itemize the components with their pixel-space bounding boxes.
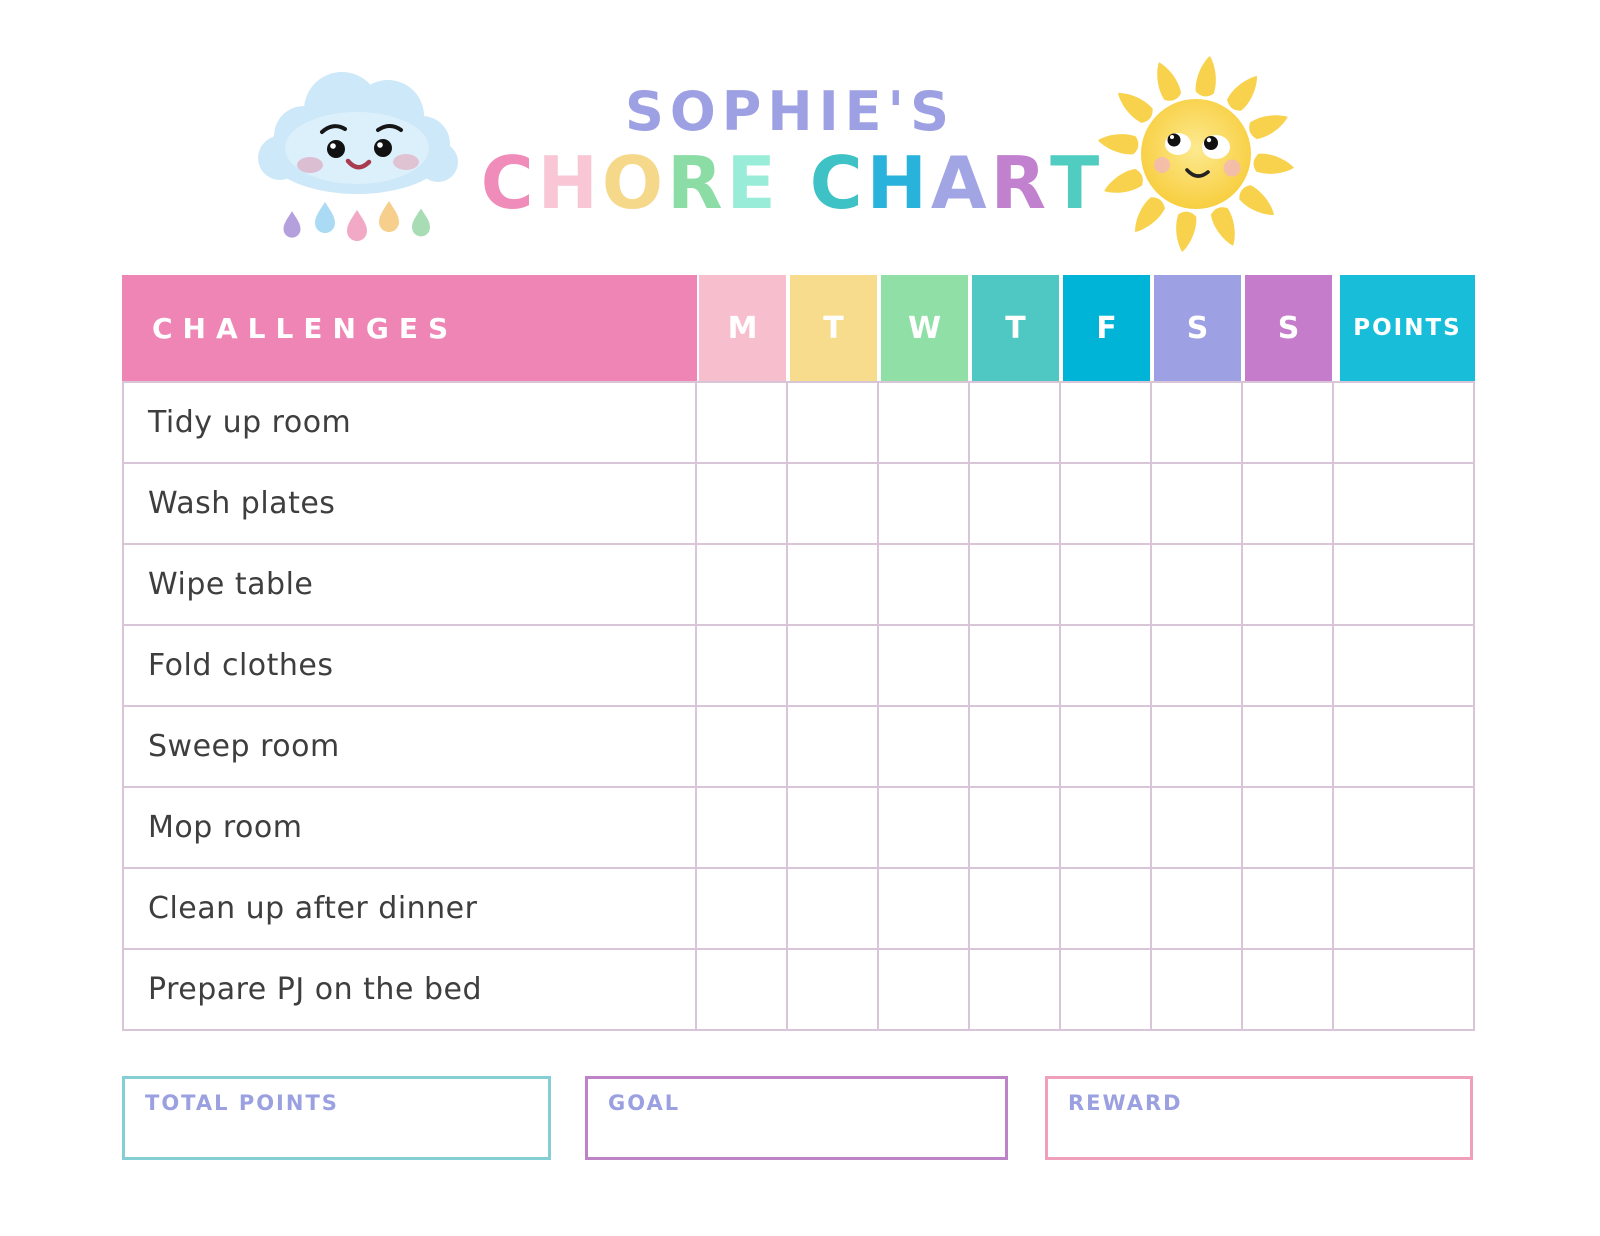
chore-day-cell xyxy=(697,626,786,705)
chore-day-cell xyxy=(879,383,968,462)
chore-day-cell xyxy=(1152,950,1241,1029)
chore-row-label: Wash plates xyxy=(124,464,695,543)
chore-day-cell xyxy=(697,788,786,867)
chore-day-cell xyxy=(970,788,1059,867)
sun-svg xyxy=(1088,50,1306,262)
sun-ray xyxy=(1246,108,1291,141)
chore-day-cell xyxy=(1061,383,1150,462)
chore-day-cell xyxy=(1243,464,1332,543)
chore-day-cell xyxy=(1243,869,1332,948)
raindrop-0 xyxy=(284,211,301,237)
title-letter: R xyxy=(667,141,723,225)
title-letter: E xyxy=(726,141,776,225)
chore-day-cell xyxy=(1152,464,1241,543)
chore-day-cell xyxy=(788,788,877,867)
chore-row-label: Prepare PJ on the bed xyxy=(124,950,695,1029)
chore-table xyxy=(122,275,1475,1031)
chore-day-cell xyxy=(697,464,786,543)
chore-day-cell xyxy=(970,626,1059,705)
chore-day-cell xyxy=(879,545,968,624)
chore-day-cell xyxy=(879,626,968,705)
total-points-box-label: TOTAL POINTS xyxy=(145,1091,339,1115)
chore-day-cell xyxy=(697,707,786,786)
title-letter: H xyxy=(537,141,598,225)
chore-row-label: Tidy up room xyxy=(124,383,695,462)
title-letter: H xyxy=(866,141,927,225)
chore-day-cell xyxy=(788,464,877,543)
chore-day-cell xyxy=(1243,383,1332,462)
chore-day-cell xyxy=(1152,545,1241,624)
chore-day-cell xyxy=(1061,626,1150,705)
chore-day-cell xyxy=(970,869,1059,948)
chore-day-cell xyxy=(1152,383,1241,462)
sun-ray xyxy=(1224,70,1265,114)
chore-day-cell xyxy=(1152,626,1241,705)
chore-points-cell xyxy=(1334,707,1473,786)
chore-row-label: Mop room xyxy=(124,788,695,867)
total-points-box xyxy=(122,1076,551,1160)
chore-points-cell xyxy=(1334,383,1473,462)
raindrop-1 xyxy=(315,202,335,233)
chore-day-cell xyxy=(1152,788,1241,867)
chore-day-cell xyxy=(1061,950,1150,1029)
chore-day-cell xyxy=(970,383,1059,462)
chore-day-cell xyxy=(788,950,877,1029)
chore-day-cell xyxy=(879,464,968,543)
page-title-block xyxy=(400,80,1180,225)
day-header-6: S xyxy=(1243,275,1334,381)
sun-body xyxy=(1141,99,1251,209)
chore-points-cell xyxy=(1334,788,1473,867)
chore-day-cell xyxy=(697,950,786,1029)
sun-ray xyxy=(1150,59,1183,104)
raindrop-2 xyxy=(347,210,367,241)
sun-ray xyxy=(1194,55,1219,98)
chore-points-cell xyxy=(1334,464,1473,543)
day-header-2: W xyxy=(879,275,970,381)
chore-day-cell xyxy=(970,707,1059,786)
chore-day-cell xyxy=(1243,788,1332,867)
sun-ray xyxy=(1173,210,1198,253)
day-header-3: T xyxy=(970,275,1061,381)
footer-boxes xyxy=(0,1076,1600,1160)
chore-row-label: Fold clothes xyxy=(124,626,695,705)
chore-day-cell xyxy=(1243,545,1332,624)
chore-day-cell xyxy=(1152,707,1241,786)
chore-points-cell xyxy=(1334,950,1473,1029)
smiling-sun-icon xyxy=(1088,50,1306,262)
sun-ray xyxy=(1112,85,1156,126)
sun-ray xyxy=(1236,182,1280,223)
page-subtitle xyxy=(400,141,1180,225)
chore-points-cell xyxy=(1334,545,1473,624)
chore-day-cell xyxy=(1061,707,1150,786)
chore-day-cell xyxy=(1061,464,1150,543)
title-letter: C xyxy=(809,141,863,225)
reward-box-label: REWARD xyxy=(1068,1091,1183,1115)
challenges-header: CHALLENGES xyxy=(122,275,697,381)
reward-box xyxy=(1045,1076,1473,1160)
chore-day-cell xyxy=(788,545,877,624)
raindrop-3 xyxy=(379,201,399,232)
chore-day-cell xyxy=(788,707,877,786)
chore-day-cell xyxy=(970,545,1059,624)
title-letter: O xyxy=(601,141,664,225)
day-header-5: S xyxy=(1152,275,1243,381)
chore-day-cell xyxy=(970,464,1059,543)
chore-row-label: Sweep room xyxy=(124,707,695,786)
goal-box-label: GOAL xyxy=(608,1091,681,1115)
day-header-0: M xyxy=(697,275,788,381)
chore-day-cell xyxy=(697,545,786,624)
title-letter: R xyxy=(990,141,1047,225)
chore-day-cell xyxy=(1152,869,1241,948)
chore-day-cell xyxy=(1243,950,1332,1029)
points-header: POINTS xyxy=(1334,275,1475,381)
chore-day-cell xyxy=(1243,707,1332,786)
table-body xyxy=(122,381,1475,1031)
page-title: SOPHIE'S xyxy=(625,80,955,143)
chore-day-cell xyxy=(1061,869,1150,948)
title-letter: C xyxy=(480,141,534,225)
sun-ray xyxy=(1209,204,1242,249)
sun-ray xyxy=(1252,152,1295,177)
chore-row-label: Wipe table xyxy=(124,545,695,624)
sun-ray xyxy=(1101,167,1146,200)
table-header-row xyxy=(122,275,1475,381)
chore-day-cell xyxy=(879,950,968,1029)
chore-day-cell xyxy=(970,950,1059,1029)
chore-day-cell xyxy=(879,788,968,867)
day-header-1: T xyxy=(788,275,879,381)
chore-day-cell xyxy=(1061,788,1150,867)
goal-box xyxy=(585,1076,1008,1160)
chore-day-cell xyxy=(879,869,968,948)
sun-ray xyxy=(1097,131,1140,156)
chore-day-cell xyxy=(788,383,877,462)
chore-day-cell xyxy=(788,626,877,705)
chore-row-label: Clean up after dinner xyxy=(124,869,695,948)
chore-points-cell xyxy=(1334,869,1473,948)
chore-day-cell xyxy=(1243,626,1332,705)
chore-points-cell xyxy=(1334,626,1473,705)
chore-day-cell xyxy=(697,869,786,948)
sun-ray xyxy=(1127,194,1168,238)
title-letter: A xyxy=(930,141,987,225)
chore-day-cell xyxy=(788,869,877,948)
title-letter: T xyxy=(1050,141,1100,225)
day-header-4: F xyxy=(1061,275,1152,381)
chore-day-cell xyxy=(697,383,786,462)
chore-day-cell xyxy=(1061,545,1150,624)
chore-day-cell xyxy=(879,707,968,786)
